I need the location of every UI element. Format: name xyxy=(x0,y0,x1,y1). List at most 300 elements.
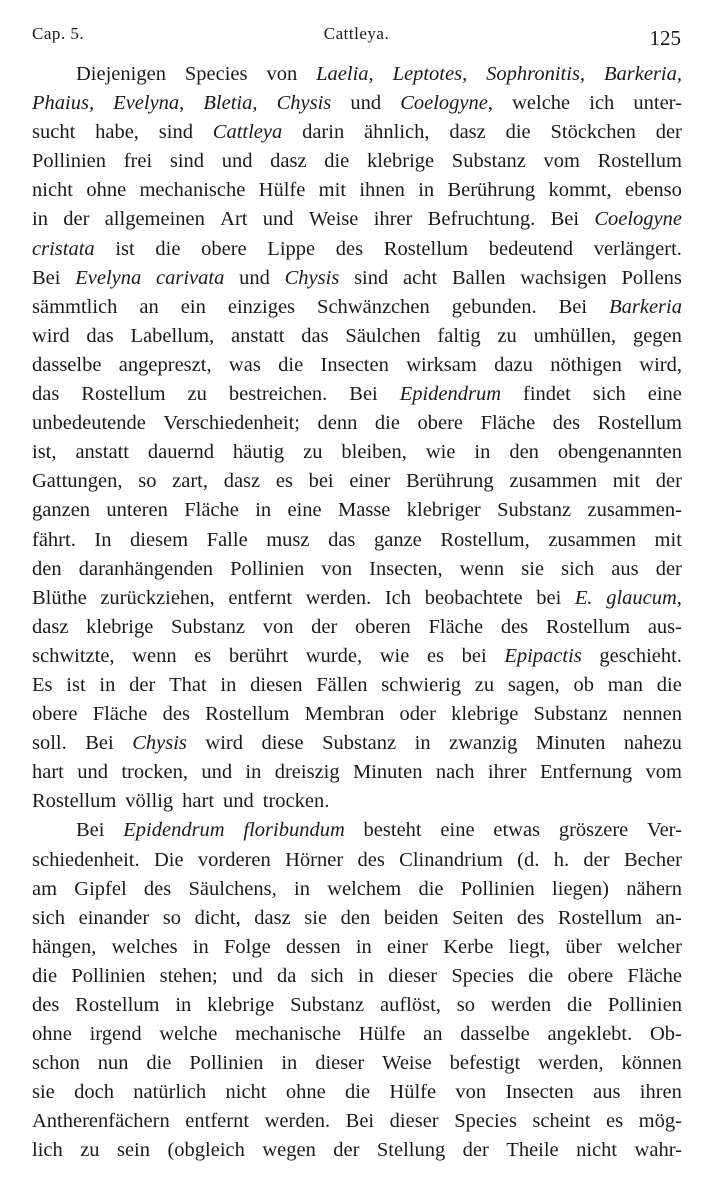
word: Rostellum xyxy=(545,615,631,638)
word: des xyxy=(357,848,385,871)
word: Hülfe xyxy=(389,1081,437,1104)
word: wachsigen xyxy=(520,266,607,289)
word: Folge xyxy=(224,935,271,958)
word: Fläche xyxy=(184,499,239,522)
word: Pollens xyxy=(621,266,682,289)
word: zu xyxy=(303,441,323,464)
word: in xyxy=(418,179,435,202)
word: und xyxy=(231,964,263,987)
word: aus xyxy=(611,557,639,580)
word: Bei xyxy=(550,208,580,231)
word: wegen xyxy=(262,1139,316,1162)
word: welche xyxy=(159,1023,218,1046)
word: Rostellum xyxy=(557,906,643,929)
word: der xyxy=(311,615,338,638)
word: wenn xyxy=(459,557,505,580)
word: werden. xyxy=(264,1110,331,1133)
text-line xyxy=(32,1078,682,1107)
word: zusammen xyxy=(548,528,636,551)
text-line xyxy=(32,584,682,613)
word: am xyxy=(32,877,58,900)
word: die xyxy=(567,994,593,1016)
word: obere xyxy=(417,412,464,435)
word: bleiben, xyxy=(341,441,407,464)
text-line xyxy=(32,467,682,496)
word: Pollinien xyxy=(189,1052,264,1075)
text-line xyxy=(32,526,682,555)
word: nicht xyxy=(225,1081,267,1104)
text-line xyxy=(32,380,682,409)
word: soll. xyxy=(32,732,67,755)
word: klebrige xyxy=(207,994,275,1016)
word: Substanz xyxy=(497,499,572,522)
italic-word: Epipactis xyxy=(504,644,582,667)
word: des xyxy=(335,237,364,260)
word: in xyxy=(357,964,374,987)
text-line xyxy=(32,409,682,438)
word: sich xyxy=(32,906,66,929)
text-line xyxy=(32,351,682,380)
word: Substanz xyxy=(533,703,608,726)
italic-word: Leptotes, xyxy=(392,63,468,85)
italic-word: cristata xyxy=(32,237,95,260)
word: unbedeutende xyxy=(32,412,146,435)
word: lich xyxy=(32,1139,63,1162)
word: schwitzte, xyxy=(32,644,115,667)
word: aus- xyxy=(647,615,682,638)
word: so xyxy=(456,994,475,1016)
word: die xyxy=(32,964,58,987)
word: dicht, xyxy=(194,906,241,929)
word: Labellum, xyxy=(130,324,215,347)
word: die xyxy=(345,1081,371,1104)
word: aus xyxy=(593,1081,621,1104)
word: bestreichen. xyxy=(228,383,328,406)
word: umhüllen, xyxy=(533,324,617,347)
word: Substanz xyxy=(322,732,397,755)
running-title: Cattleya. xyxy=(323,24,390,43)
text-line xyxy=(32,991,682,1020)
italic-word: Chysis xyxy=(132,732,187,755)
word: Fällen xyxy=(316,673,368,696)
word: befestigt xyxy=(449,1052,521,1075)
word: oberen xyxy=(355,615,411,638)
word: des xyxy=(32,994,60,1016)
word: Masse xyxy=(338,499,391,522)
paragraph xyxy=(32,816,682,1165)
word: gegen xyxy=(632,324,682,347)
word: Minuten xyxy=(535,732,606,755)
word: nahezu xyxy=(623,732,682,755)
word: Weise xyxy=(382,1052,432,1075)
word: über xyxy=(565,935,602,958)
paragraph xyxy=(32,60,682,816)
word: liegen) xyxy=(552,877,609,900)
word: sein xyxy=(116,1139,151,1162)
word: Fläche xyxy=(428,615,484,638)
italic-word: floribundum xyxy=(243,819,345,842)
word: von xyxy=(455,1081,487,1104)
word: zu xyxy=(187,383,207,406)
word: vom xyxy=(645,761,682,784)
word: sagen, xyxy=(507,673,560,696)
word: kommt, xyxy=(548,179,612,202)
word: an xyxy=(423,1023,443,1046)
word: wie xyxy=(425,441,456,464)
word: in xyxy=(220,673,237,696)
word: frei xyxy=(123,150,153,173)
word: hart xyxy=(182,790,215,813)
word: ohne xyxy=(32,1023,72,1046)
word: zusammen xyxy=(509,470,598,493)
word: sie xyxy=(521,557,544,580)
word: obere xyxy=(32,703,78,726)
word: Falle xyxy=(206,528,248,551)
text-line xyxy=(32,205,682,234)
word: ebenso xyxy=(624,179,682,202)
word: eine xyxy=(440,819,475,842)
text-line xyxy=(32,904,682,933)
word: klebrige xyxy=(451,703,519,726)
word: Rostellum xyxy=(597,412,682,435)
italic-word: Chysis xyxy=(284,266,340,289)
word: und xyxy=(262,208,294,231)
word: In xyxy=(94,528,112,551)
word: Ich xyxy=(384,586,412,609)
word: die xyxy=(278,353,304,376)
word: Fläche xyxy=(627,964,682,987)
word: des xyxy=(143,877,172,900)
word: dasselbe xyxy=(32,353,102,376)
word: nicht xyxy=(32,179,73,202)
word: angepreszt, xyxy=(118,353,212,376)
word: den xyxy=(509,441,539,464)
word: liegt, xyxy=(508,935,551,958)
text-line xyxy=(32,758,682,787)
word: Pollinien xyxy=(230,557,305,580)
word: ist, xyxy=(32,441,57,464)
word: der xyxy=(129,673,156,696)
word: dieser xyxy=(315,1052,365,1075)
word: werden xyxy=(490,994,552,1016)
word: Minuten xyxy=(353,761,423,784)
word: Seiten xyxy=(452,906,504,929)
word: des xyxy=(552,412,581,435)
word: so xyxy=(138,470,157,493)
word: des xyxy=(500,615,529,638)
word: dieser xyxy=(389,1110,439,1133)
word: nöthigen xyxy=(550,353,622,376)
word: werden, xyxy=(538,1052,604,1075)
word: Insecten xyxy=(320,353,389,376)
word: schiedenheit. xyxy=(32,848,140,871)
word: vom xyxy=(543,150,580,173)
word: Verschiedenheit; xyxy=(163,412,300,435)
word: in xyxy=(355,935,372,958)
word: Substanz xyxy=(170,615,246,638)
word: der xyxy=(462,1139,489,1162)
word: welchem xyxy=(327,877,402,900)
word: einer xyxy=(387,935,429,958)
word: die xyxy=(324,150,350,173)
word: Stellung xyxy=(376,1139,446,1162)
word: in xyxy=(32,208,48,231)
word: ist xyxy=(115,237,135,260)
word: Entfernung xyxy=(539,761,633,784)
word: ohne xyxy=(285,1081,326,1104)
word: in xyxy=(245,761,262,784)
word: der xyxy=(333,1139,360,1162)
word: Bei xyxy=(558,295,588,318)
word: eine xyxy=(647,383,682,406)
word: findet xyxy=(523,383,571,406)
word: Gattungen, xyxy=(32,470,123,493)
word: Blüthe xyxy=(32,586,87,609)
word: nun xyxy=(97,1052,129,1075)
word: zurückziehen, xyxy=(100,586,215,609)
italic-word: Chysis xyxy=(276,92,332,115)
word: der xyxy=(655,470,682,493)
word: unter- xyxy=(633,92,682,115)
word: Ballen xyxy=(451,266,506,289)
italic-word: Coelogyne, xyxy=(400,92,494,115)
word: fährt. xyxy=(32,528,76,551)
word: und xyxy=(223,790,254,813)
word: mechanische xyxy=(235,1023,341,1046)
word: häutig xyxy=(232,441,285,464)
word: und xyxy=(77,761,108,784)
word: (d. xyxy=(517,848,540,871)
word: wenn xyxy=(132,644,177,667)
word: Substanz xyxy=(451,150,526,173)
word: natürlich xyxy=(133,1081,207,1104)
italic-word: Barkeria, xyxy=(604,63,682,85)
text-line xyxy=(32,264,682,293)
text-line xyxy=(32,729,682,758)
word: zu xyxy=(474,673,495,696)
word: sämmtlich xyxy=(32,295,118,318)
word: anstatt xyxy=(75,441,129,464)
word: Rostellum, xyxy=(440,528,530,551)
word: trocken. xyxy=(262,790,330,813)
word: bedeutend xyxy=(488,237,574,260)
word: Insecten, xyxy=(369,557,443,580)
word: der xyxy=(655,557,682,580)
word: beobachtete xyxy=(424,586,523,609)
word: sind xyxy=(169,150,205,173)
word: der xyxy=(63,208,90,231)
word: Befruchtung. xyxy=(427,208,536,231)
word: Fläche xyxy=(480,412,536,435)
italic-word: carivata xyxy=(156,266,225,289)
text-line xyxy=(32,875,682,904)
text-line xyxy=(32,293,682,322)
italic-word: Evelyna, xyxy=(113,92,185,115)
text-line xyxy=(32,671,682,700)
text-line xyxy=(32,787,682,816)
word: Rostellum xyxy=(32,790,117,813)
word: des xyxy=(516,906,545,929)
word: einander xyxy=(78,906,150,929)
word: zart, xyxy=(172,470,208,493)
word: daranhängenden xyxy=(78,557,214,580)
word: Substanz xyxy=(290,994,365,1016)
word: und xyxy=(221,150,253,173)
word: angeklebt. xyxy=(547,1023,633,1046)
word: sich xyxy=(592,383,626,406)
word: Art xyxy=(220,208,248,231)
word: und xyxy=(350,92,382,115)
word: dasselbe xyxy=(460,1023,530,1046)
italic-word: Evelyna xyxy=(75,266,142,289)
word: es xyxy=(194,644,212,667)
word: sich xyxy=(310,964,344,987)
running-head xyxy=(32,22,681,52)
italic-word: Sophronitis, xyxy=(486,63,586,85)
word: Rostellum xyxy=(205,703,290,726)
word: irgend xyxy=(89,1023,142,1046)
word: bei xyxy=(308,470,334,493)
word: darin xyxy=(302,121,345,144)
text-line xyxy=(32,700,682,729)
word: acht xyxy=(403,266,438,289)
word: dauernd xyxy=(147,441,214,464)
word: Pollinien xyxy=(71,964,146,987)
word: Berührung xyxy=(447,179,536,202)
word: mit xyxy=(654,528,682,551)
text-line xyxy=(32,118,682,147)
word: Rostellum xyxy=(75,994,160,1016)
text-line xyxy=(32,147,682,176)
word: obengenannten xyxy=(557,441,682,464)
word: der xyxy=(583,848,610,871)
text-line xyxy=(32,642,682,671)
word: des xyxy=(162,703,190,726)
italic-word: Cattleya xyxy=(212,121,283,144)
word: die xyxy=(505,121,531,144)
word: an- xyxy=(655,906,682,929)
word: sind xyxy=(158,121,193,144)
italic-word: Laelia, xyxy=(316,63,374,85)
word: Bei xyxy=(85,732,114,755)
word: Hülfe xyxy=(358,1023,406,1046)
word: dessen xyxy=(285,935,341,958)
word: welche xyxy=(512,92,571,115)
word: dasz xyxy=(270,150,307,173)
word: nicht xyxy=(576,1139,618,1162)
word: obere xyxy=(567,964,614,987)
italic-word: E. xyxy=(574,586,593,609)
word: nach xyxy=(435,761,475,784)
word: Theile xyxy=(506,1139,559,1162)
text-line xyxy=(32,816,682,845)
word: man xyxy=(607,673,644,696)
word: zu xyxy=(497,324,517,347)
italic-word: Coelogyne xyxy=(594,208,682,231)
word: doch xyxy=(74,1081,114,1104)
word: entfernt xyxy=(228,586,293,609)
word: allgemeinen xyxy=(104,208,205,231)
word: wirksam xyxy=(406,353,477,376)
word: Stöckchen xyxy=(550,121,636,144)
word: Pollinien xyxy=(460,877,535,900)
word: Lippe xyxy=(267,237,316,260)
word: Gipfel xyxy=(74,877,127,900)
word: mit xyxy=(612,470,641,493)
text-line xyxy=(32,933,682,962)
word: Bei xyxy=(32,266,61,289)
word: wie xyxy=(379,644,410,667)
word: zu xyxy=(80,1139,100,1162)
word: schon xyxy=(32,1052,80,1075)
word: welches xyxy=(111,935,178,958)
word: mit xyxy=(318,179,347,202)
word: gröszere xyxy=(558,819,629,842)
word: in xyxy=(175,994,192,1016)
word: klebrige xyxy=(86,615,154,638)
word: von xyxy=(266,63,298,85)
word: die xyxy=(656,673,682,696)
word: That xyxy=(169,673,207,696)
word: Weise xyxy=(308,208,359,231)
word: den xyxy=(340,906,371,929)
word: von xyxy=(321,557,353,580)
word: ihrer xyxy=(487,761,527,784)
word: in xyxy=(99,673,116,696)
word: Ob- xyxy=(650,1023,682,1046)
word: Es xyxy=(32,673,53,696)
word: zusammen- xyxy=(587,499,682,522)
word: die xyxy=(146,1052,172,1075)
text-line xyxy=(32,235,682,264)
word: so xyxy=(162,906,181,929)
word: die xyxy=(418,877,444,900)
word: dasz xyxy=(32,615,69,638)
word: sich xyxy=(561,557,595,580)
italic-word: Epidendrum xyxy=(123,819,225,842)
word: dasz xyxy=(254,906,291,929)
word: werden. xyxy=(305,586,372,609)
word: etwas xyxy=(493,819,541,842)
word: mög- xyxy=(638,1110,682,1133)
word: habe, xyxy=(95,121,139,144)
italic-word: Bletia, xyxy=(203,92,258,115)
word: in xyxy=(192,935,209,958)
text-line xyxy=(32,60,682,89)
word: diesem xyxy=(130,528,189,551)
word: ganzen xyxy=(32,499,91,522)
italic-word: glaucum, xyxy=(606,586,682,609)
word: dreiszig xyxy=(274,761,340,784)
word: von xyxy=(262,615,294,638)
text-line xyxy=(32,962,682,991)
word: einziges xyxy=(227,295,296,318)
word: schwierig xyxy=(381,673,461,696)
text-line xyxy=(32,438,682,467)
word: obere xyxy=(201,237,247,260)
word: es xyxy=(606,1110,624,1133)
italic-word: Epidendrum xyxy=(399,383,502,406)
page-number: 125 xyxy=(649,26,681,50)
word: beiden xyxy=(383,906,439,929)
text-line xyxy=(32,555,682,584)
word: Hörner xyxy=(285,848,344,871)
word: in xyxy=(255,499,272,522)
word: hart xyxy=(32,761,64,784)
word: Membran xyxy=(304,703,385,726)
body-text xyxy=(32,60,682,1166)
word: hängen, xyxy=(32,935,97,958)
